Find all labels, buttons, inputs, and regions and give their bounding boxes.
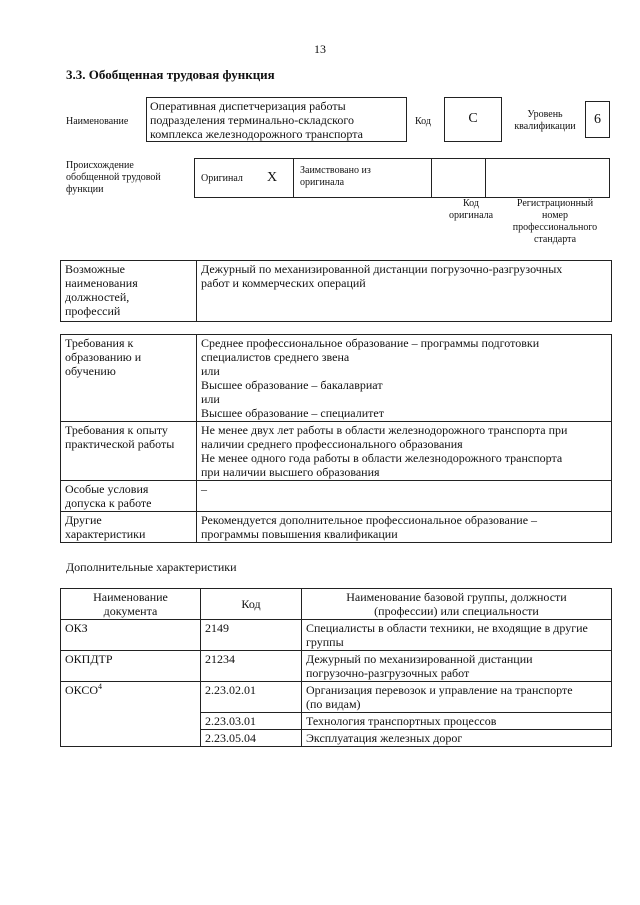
code-value-box xyxy=(444,97,502,142)
education-label: Требования к образованию и обучению xyxy=(61,335,197,422)
row-code: 2.23.03.01 xyxy=(201,713,302,730)
row-doc: ОКПДТР xyxy=(61,651,201,682)
code-original-caption: Код оригинала xyxy=(448,198,494,221)
name-label: Наименование xyxy=(66,116,129,127)
name-value-line: подразделения терминально-складского xyxy=(150,113,355,127)
special-conditions-value: – xyxy=(197,481,612,512)
name-value-box xyxy=(146,97,407,142)
positions-value: Дежурный по механизированной дистанции погрузочно-разгрузочных работ и коммерческих операций xyxy=(197,261,612,322)
experience-label: Требования к опыту практической работы xyxy=(61,422,197,481)
code-original-cell xyxy=(431,158,486,198)
table-row xyxy=(61,422,612,481)
positions-label: Возможные наименования должностей, профессий xyxy=(61,261,197,322)
table-row xyxy=(61,620,612,651)
other-characteristics-value: Рекомендуется дополнительное профессиональное образование – программы повышения квалификации xyxy=(197,512,612,543)
table-row xyxy=(61,512,612,543)
additional-heading: Дополнительные характеристики xyxy=(66,560,237,574)
row-code: 2.23.02.01 xyxy=(201,682,302,713)
table-row xyxy=(61,682,612,713)
origin-label: Происхождение обобщенной трудовой функции xyxy=(66,160,161,195)
experience-value: Не менее двух лет работы в области железнодорожного транспорта при наличии среднего профессионального образования Не менее одного года работы в области железнодорожного транспорта при наличии высшего образования xyxy=(197,422,612,481)
table-row xyxy=(61,335,612,422)
origin-original-cell xyxy=(194,158,294,198)
row-name: Организация перевозок и управление на транспорте (по видам) xyxy=(302,682,612,713)
row-code: 2149 xyxy=(201,620,302,651)
row-code: 21234 xyxy=(201,651,302,682)
table-header-row xyxy=(61,589,612,620)
positions-table xyxy=(60,260,612,322)
row-name: Технология транспортных процессов xyxy=(302,713,612,730)
row-doc: ОКСО$^4$ xyxy=(61,682,201,747)
original-label: Оригинал xyxy=(201,173,243,184)
origin-borrowed-cell xyxy=(293,158,432,198)
table-row xyxy=(61,481,612,512)
borrowed-label: Заимствовано из оригинала xyxy=(300,165,371,188)
row-code: 2.23.05.04 xyxy=(201,730,302,747)
footnote-mark: 4 xyxy=(98,682,103,691)
requirements-table xyxy=(60,334,612,543)
code-value: C xyxy=(468,111,478,126)
col-header-doc: Наименование документа xyxy=(61,589,201,620)
section-title: 3.3. Обобщенная трудовая функция xyxy=(66,67,275,82)
reg-number-caption: Регистрационный номер профессионального стандарта xyxy=(512,198,598,245)
additional-table xyxy=(60,588,612,747)
row-name: Дежурный по механизированной дистанции погрузочно-разгрузочных работ xyxy=(302,651,612,682)
col-header-code: Код xyxy=(201,589,302,620)
name-value-line: комплекса железнодорожного транспорта xyxy=(150,127,363,141)
education-value: Среднее профессиональное образование – программы подготовки специалистов среднего звена или Высшее образование – бакалавриат или Высшее образование – специалитет xyxy=(197,335,612,422)
table-row xyxy=(61,261,612,322)
level-value: 6 xyxy=(594,112,601,127)
reg-number-cell xyxy=(485,158,610,198)
col-header-name: Наименование базовой группы, должности (профессии) или специальности xyxy=(302,589,612,620)
level-value-box xyxy=(585,101,610,138)
original-mark: X xyxy=(267,170,278,185)
row-doc: ОКЗ xyxy=(61,620,201,651)
other-characteristics-label: Другие характеристики xyxy=(61,512,197,543)
special-conditions-label: Особые условия допуска к работе xyxy=(61,481,197,512)
name-value-line: Оперативная диспетчеризация работы xyxy=(150,99,346,113)
page-number: 13 xyxy=(314,42,326,56)
code-label: Код xyxy=(415,116,431,127)
row-name: Специалисты в области техники, не входящие в другие группы xyxy=(302,620,612,651)
table-row xyxy=(61,651,612,682)
row-name: Эксплуатация железных дорог xyxy=(302,730,612,747)
level-label: Уровень квалификации xyxy=(514,109,576,132)
